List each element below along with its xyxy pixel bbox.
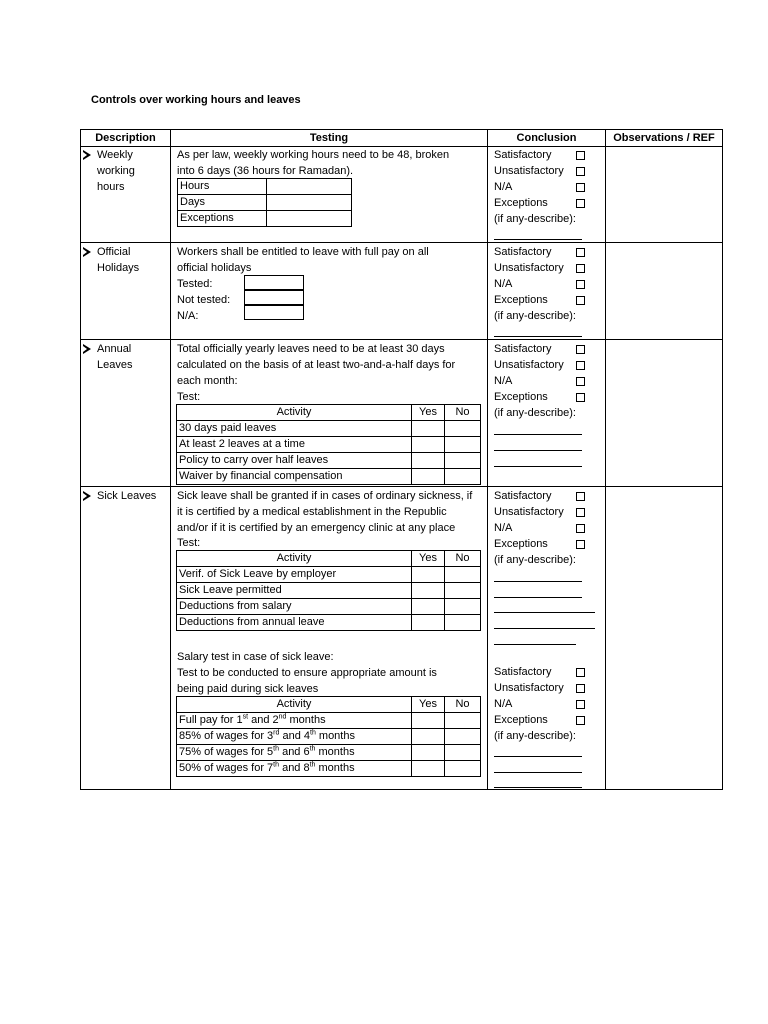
salary-row-label: 75% of wages for 5th and 6th months (177, 745, 412, 761)
yes-cell[interactable] (412, 583, 445, 599)
header-description: Description (95, 132, 156, 144)
option-na: N/A (494, 375, 513, 387)
no-cell[interactable] (445, 745, 481, 761)
table-row (177, 599, 481, 615)
option-exceptions: Exceptions (494, 391, 548, 403)
table-row (177, 729, 481, 745)
yes-cell[interactable] (412, 729, 445, 745)
describe-line[interactable] (494, 787, 582, 788)
no-cell[interactable] (445, 615, 481, 631)
option-describe: (if any-describe): (494, 213, 576, 225)
option-na: N/A (494, 698, 513, 710)
desc-weekly-2: working (97, 165, 135, 177)
sick-text-2: it is certified by a medical establishment in the Republic (177, 506, 447, 518)
checkbox-satisfactory[interactable] (576, 668, 585, 677)
salary-row-label: Full pay for 1st and 2nd months (177, 713, 412, 729)
col-line-0 (80, 129, 81, 790)
weekly-table-label: Exceptions (178, 211, 267, 227)
describe-line[interactable] (494, 434, 582, 435)
weekly-table-label: Hours (178, 179, 267, 195)
table-row (177, 469, 481, 485)
row-divider-1 (80, 242, 723, 243)
bullet-arrow-icon (83, 491, 91, 501)
sick-row-label: Sick Leave permitted (177, 583, 412, 599)
checkbox-na[interactable] (576, 700, 585, 709)
yes-cell[interactable] (412, 713, 445, 729)
table-border-bottom (80, 789, 723, 790)
table-row (177, 745, 481, 761)
option-unsatisfactory: Unsatisfactory (494, 359, 564, 371)
row-divider-3 (80, 486, 723, 487)
option-na: N/A (494, 181, 513, 193)
desc-annual-2: Leaves (97, 359, 133, 371)
no-cell[interactable] (445, 421, 481, 437)
weekly-text-2: into 6 days (36 hours for Ramadan). (177, 165, 354, 177)
desc-weekly-1: Weekly (97, 149, 133, 161)
tested-box[interactable] (244, 275, 304, 290)
option-exceptions: Exceptions (494, 197, 548, 209)
describe-line[interactable] (494, 239, 582, 240)
salary-col-activity: Activity (177, 697, 412, 713)
col-line-4 (722, 129, 723, 790)
option-exceptions: Exceptions (494, 538, 548, 550)
bullet-arrow-icon (83, 344, 91, 354)
desc-official-2: Holidays (97, 262, 140, 274)
yes-cell[interactable] (412, 745, 445, 761)
no-cell[interactable] (445, 761, 481, 777)
checkbox-unsatisfactory[interactable] (576, 361, 585, 370)
table-row (177, 437, 481, 453)
salary-row-label: 85% of wages for 3rd and 4th months (177, 729, 412, 745)
option-unsatisfactory: Unsatisfactory (494, 682, 564, 694)
sick-text-4: Test: (177, 537, 201, 549)
no-cell[interactable] (445, 567, 481, 583)
salary-activity-table (176, 696, 481, 777)
describe-line[interactable] (494, 581, 582, 582)
option-unsatisfactory: Unsatisfactory (494, 262, 564, 274)
col-line-1 (170, 129, 171, 790)
yes-cell[interactable] (412, 453, 445, 469)
option-na: N/A (494, 522, 513, 534)
yes-cell[interactable] (412, 437, 445, 453)
option-describe: (if any-describe): (494, 730, 576, 742)
option-satisfactory: Satisfactory (494, 149, 552, 161)
header-testing: Testing (309, 132, 349, 144)
bullet-arrow-icon (83, 247, 91, 257)
describe-line[interactable] (494, 772, 582, 773)
checkbox-unsatisfactory[interactable] (576, 508, 585, 517)
table-row (177, 713, 481, 729)
option-exceptions: Exceptions (494, 714, 548, 726)
checkbox-exceptions[interactable] (576, 393, 585, 402)
checkbox-satisfactory[interactable] (576, 492, 585, 501)
header-observations: Observations / REF (613, 132, 715, 144)
col-line-2 (487, 129, 488, 790)
annual-col-activity: Activity (177, 405, 412, 421)
row-divider-2 (80, 339, 723, 340)
sick-row-label: Deductions from salary (177, 599, 412, 615)
table-row (177, 567, 481, 583)
describe-line[interactable] (494, 644, 576, 645)
describe-line[interactable] (494, 612, 595, 613)
bullet-arrow-icon (83, 150, 91, 160)
yes-cell[interactable] (412, 599, 445, 615)
no-cell[interactable] (445, 469, 481, 485)
annual-text-1: Total officially yearly leaves need to be at least 30 days (177, 343, 445, 355)
checkbox-unsatisfactory[interactable] (576, 167, 585, 176)
no-cell[interactable] (445, 583, 481, 599)
yes-cell[interactable] (412, 421, 445, 437)
sick-col-activity: Activity (177, 551, 412, 567)
desc-weekly-3: hours (97, 181, 125, 193)
describe-line[interactable] (494, 756, 582, 757)
yes-cell[interactable] (412, 567, 445, 583)
not-tested-box[interactable] (244, 290, 304, 305)
salary-text-3: being paid during sick leaves (177, 683, 319, 695)
no-cell[interactable] (445, 437, 481, 453)
weekly-table-value[interactable] (267, 211, 352, 227)
table-row (177, 453, 481, 469)
yes-cell[interactable] (412, 761, 445, 777)
col-line-3 (605, 129, 606, 790)
annual-row-label: At least 2 leaves at a time (177, 437, 412, 453)
describe-line[interactable] (494, 466, 582, 467)
option-satisfactory: Satisfactory (494, 246, 552, 258)
annual-col-yes: Yes (412, 405, 445, 421)
yes-cell[interactable] (412, 615, 445, 631)
option-unsatisfactory: Unsatisfactory (494, 506, 564, 518)
option-satisfactory: Satisfactory (494, 666, 552, 678)
annual-row-label: 30 days paid leaves (177, 421, 412, 437)
no-cell[interactable] (445, 599, 481, 615)
official-field-na: N/A: (177, 310, 199, 322)
desc-sick: Sick Leaves (97, 490, 157, 502)
weekly-table-value[interactable] (267, 179, 352, 195)
checkbox-na[interactable] (576, 524, 585, 533)
no-cell[interactable] (445, 729, 481, 745)
annual-text-4: Test: (177, 391, 201, 403)
checkbox-satisfactory[interactable] (576, 248, 585, 257)
table-row (177, 615, 481, 631)
header-conclusion: Conclusion (516, 132, 577, 144)
option-describe: (if any-describe): (494, 554, 576, 566)
annual-row-label: Policy to carry over half leaves (177, 453, 412, 469)
checkbox-na[interactable] (576, 183, 585, 192)
annual-col-no: No (445, 405, 481, 421)
na-box[interactable] (244, 305, 304, 320)
sick-col-yes: Yes (412, 551, 445, 567)
official-text-1: Workers shall be entitled to leave with full pay on all (177, 246, 429, 258)
describe-line[interactable] (494, 450, 582, 451)
no-cell[interactable] (445, 713, 481, 729)
checkbox-exceptions[interactable] (576, 716, 585, 725)
describe-line[interactable] (494, 628, 595, 629)
desc-official-1: Official (97, 246, 131, 258)
salary-col-no: No (445, 697, 481, 713)
yes-cell[interactable] (412, 469, 445, 485)
option-describe: (if any-describe): (494, 407, 576, 419)
sick-row-label: Verif. of Sick Leave by employer (177, 567, 412, 583)
checkbox-unsatisfactory[interactable] (576, 684, 585, 693)
checkbox-satisfactory[interactable] (576, 345, 585, 354)
table-row (177, 421, 481, 437)
table-row (177, 761, 481, 777)
weekly-table-value[interactable] (267, 195, 352, 211)
option-na: N/A (494, 278, 513, 290)
weekly-hours-table (177, 178, 352, 227)
sick-row-label: Deductions from annual leave (177, 615, 412, 631)
annual-activity-table (176, 404, 481, 485)
no-cell[interactable] (445, 453, 481, 469)
annual-row-label: Waiver by financial compensation (177, 469, 412, 485)
checkbox-na[interactable] (576, 280, 585, 289)
official-text-2: official holidays (177, 262, 252, 274)
checkbox-satisfactory[interactable] (576, 151, 585, 160)
sick-text-1: Sick leave shall be granted if in cases of ordinary sickness, if (177, 490, 473, 502)
describe-line[interactable] (494, 336, 582, 337)
salary-text-2: Test to be conducted to ensure appropriate amount is (177, 667, 437, 679)
option-unsatisfactory: Unsatisfactory (494, 165, 564, 177)
describe-line[interactable] (494, 597, 582, 598)
option-satisfactory: Satisfactory (494, 490, 552, 502)
desc-annual-1: Annual (97, 343, 132, 355)
checkbox-exceptions[interactable] (576, 540, 585, 549)
sick-activity-table (176, 550, 481, 631)
checkbox-na[interactable] (576, 377, 585, 386)
salary-text-1: Salary test in case of sick leave: (177, 651, 334, 663)
checkbox-exceptions[interactable] (576, 199, 585, 208)
option-exceptions: Exceptions (494, 294, 548, 306)
sick-text-3: and/or if it is certified by an emergency clinic at any place (177, 522, 456, 534)
option-satisfactory: Satisfactory (494, 343, 552, 355)
weekly-text-1: As per law, weekly working hours need to be 48, broken (177, 149, 450, 161)
option-describe: (if any-describe): (494, 310, 576, 322)
salary-row-label: 50% of wages for 7th and 8th months (177, 761, 412, 777)
annual-text-3: each month: (177, 375, 238, 387)
table-row (177, 583, 481, 599)
official-field-tested: Tested: (177, 278, 213, 290)
sick-col-no: No (445, 551, 481, 567)
salary-col-yes: Yes (412, 697, 445, 713)
annual-text-2: calculated on the basis of at least two-and-a-half days for (177, 359, 456, 371)
official-field-not-tested: Not tested: (177, 294, 231, 306)
checkbox-exceptions[interactable] (576, 296, 585, 305)
weekly-table-label: Days (178, 195, 267, 211)
page-heading: Controls over working hours and leaves (91, 94, 301, 106)
checkbox-unsatisfactory[interactable] (576, 264, 585, 273)
